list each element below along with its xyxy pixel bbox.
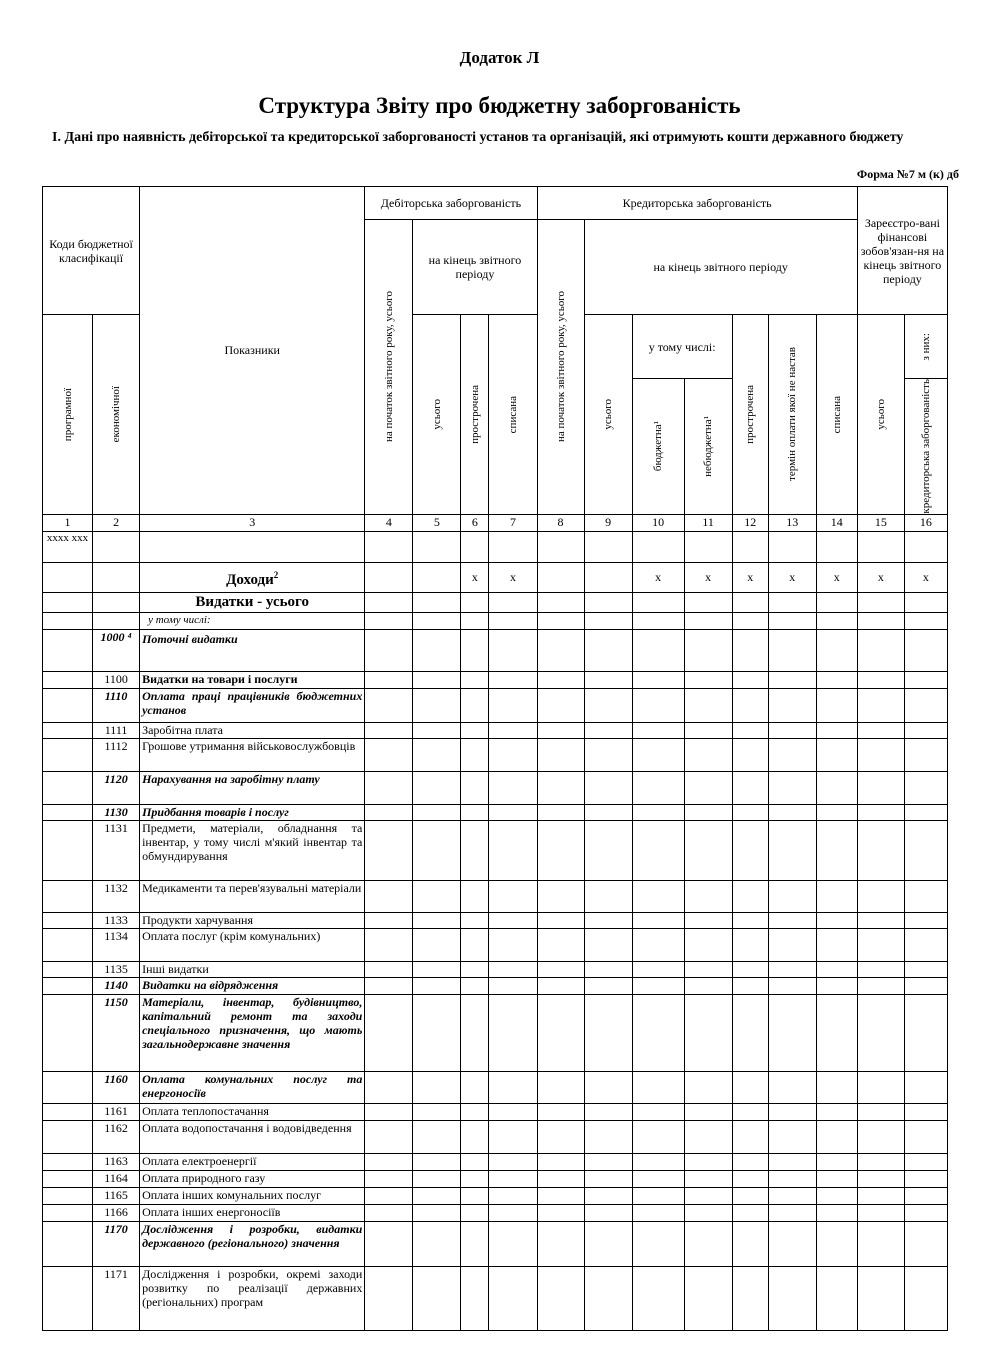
indicator-label: Поточні видатки bbox=[140, 629, 365, 671]
table-row bbox=[43, 1221, 948, 1266]
indicator-label: Матеріали, інвентар, будівництво, капітальний ремонт та заходи спеціального призначення, що мають загальнодержавне значення bbox=[140, 994, 365, 1071]
indicator-label: Оплата водопостачання і водовідведення bbox=[140, 1120, 365, 1153]
indicator-label: Придбання товарів і послуг bbox=[140, 804, 365, 820]
income-label: Доходи$^2$ bbox=[140, 562, 365, 592]
x-mark: х bbox=[461, 562, 489, 592]
economic-code: 1135 bbox=[93, 961, 140, 977]
header-payables: Кредиторська заборгованість bbox=[537, 187, 857, 220]
header-reg-total: усього bbox=[857, 315, 904, 515]
indicator-label: Видатки на відрядження bbox=[140, 977, 365, 994]
indicator-label: Оплата комунальних послуг та енергоносіїв bbox=[140, 1071, 365, 1103]
indicator-label: Оплата праці працівників бюджетних установ bbox=[140, 688, 365, 722]
indicator-label: Продукти харчування bbox=[140, 912, 365, 928]
indicator-label: Оплата послуг (крім комунальних) bbox=[140, 928, 365, 961]
economic-code: 1164 bbox=[93, 1170, 140, 1187]
economic-code: 1161 bbox=[93, 1103, 140, 1120]
header-budget: бюджетна¹ bbox=[632, 379, 684, 515]
column-number: 14 bbox=[816, 514, 857, 531]
indicator-label: Дослідження і розробки, видатки державного (регіонального) значення bbox=[140, 1221, 365, 1266]
economic-code: 1170 bbox=[93, 1221, 140, 1266]
economic-code: 1165 bbox=[93, 1187, 140, 1204]
table-row bbox=[43, 1187, 948, 1204]
x-mark: х bbox=[489, 562, 537, 592]
x-mark: х bbox=[684, 562, 732, 592]
table-row bbox=[43, 629, 948, 671]
header-pay-end: на кінець звітного періоду bbox=[584, 220, 857, 315]
table-row bbox=[43, 977, 948, 994]
economic-code: 1130 bbox=[93, 804, 140, 820]
indicator-label: Заробітна плата bbox=[140, 722, 365, 738]
section-heading: І. Дані про наявність дебіторської та кредиторської заборгованості установ та організацій, які отримують кошти державного бюджету bbox=[52, 130, 904, 145]
economic-code: 1140 bbox=[93, 977, 140, 994]
economic-code: 1133 bbox=[93, 912, 140, 928]
xxxx-cell: хххх ххх bbox=[43, 531, 93, 562]
header-pay-overdue: прострочена bbox=[732, 315, 768, 515]
table-row bbox=[43, 820, 948, 880]
header-indicators: Показники bbox=[140, 187, 365, 515]
indicator-label: Грошове утримання військовослужбовців bbox=[140, 738, 365, 771]
indicator-label: Оплата теплопостачання bbox=[140, 1103, 365, 1120]
column-number: 13 bbox=[768, 514, 816, 531]
column-number: 9 bbox=[584, 514, 632, 531]
table-row bbox=[43, 738, 948, 771]
x-mark: х bbox=[857, 562, 904, 592]
economic-code: 1134 bbox=[93, 928, 140, 961]
economic-code: 1163 bbox=[93, 1153, 140, 1170]
economic-code: 1162 bbox=[93, 1120, 140, 1153]
column-number: 2 bbox=[93, 514, 140, 531]
table-row bbox=[43, 994, 948, 1071]
header-program: програмної bbox=[43, 315, 93, 515]
economic-code: 1150 bbox=[93, 994, 140, 1071]
header-pay-deadline: термін оплати якої не настав bbox=[768, 315, 816, 515]
economic-code: 1166 bbox=[93, 1204, 140, 1221]
economic-code: 1131 bbox=[93, 820, 140, 880]
form-number: Форма №7 м (к) дб bbox=[856, 167, 959, 181]
x-mark: х bbox=[768, 562, 816, 592]
header-rec-written-off: списана bbox=[489, 315, 537, 515]
column-number: 10 bbox=[632, 514, 684, 531]
x-mark: х bbox=[816, 562, 857, 592]
table-row bbox=[43, 1266, 948, 1330]
header-registered: Зареєстро-вані фінансові зобов'язан-ня на кінець звітного періоду bbox=[857, 187, 947, 315]
header-rec-start: на початок звітного року, усього bbox=[365, 220, 413, 515]
column-number: 16 bbox=[904, 514, 947, 531]
appendix-label: Додаток Л bbox=[459, 48, 540, 67]
table-row bbox=[43, 880, 948, 912]
indicator-label: Дослідження і розробки, окремі заходи розвитку по реалізації державних (регіональних) програм bbox=[140, 1266, 365, 1330]
table-row bbox=[43, 1120, 948, 1153]
table-row bbox=[43, 804, 948, 820]
economic-code: 1110 bbox=[93, 688, 140, 722]
column-number: 3 bbox=[140, 514, 365, 531]
header-of-them: з них: bbox=[904, 315, 947, 379]
header-pay-total: усього bbox=[584, 315, 632, 515]
table-row bbox=[43, 531, 948, 562]
header-pay-start: на початок звітного року, усього bbox=[537, 220, 584, 515]
column-number: 15 bbox=[857, 514, 904, 531]
table-row bbox=[43, 1170, 948, 1187]
column-number: 11 bbox=[684, 514, 732, 531]
table-row bbox=[43, 928, 948, 961]
table-row bbox=[43, 1204, 948, 1221]
indicator-label: Оплата електроенергії bbox=[140, 1153, 365, 1170]
economic-code: 1100 bbox=[93, 671, 140, 688]
economic-code: 1120 bbox=[93, 771, 140, 804]
indicator-label: Оплата природного газу bbox=[140, 1170, 365, 1187]
economic-code: 1000 ⁴ bbox=[93, 629, 140, 671]
table-row bbox=[43, 912, 948, 928]
economic-code: 1171 bbox=[93, 1266, 140, 1330]
table-row bbox=[43, 1153, 948, 1170]
economic-code: 1112 bbox=[93, 738, 140, 771]
expenses-total-row bbox=[43, 592, 948, 612]
indicator-label: Видатки на товари і послуги bbox=[140, 671, 365, 688]
indicator-label: Інші видатки bbox=[140, 961, 365, 977]
page-title: Структура Звіту про бюджетну заборгованість bbox=[258, 93, 741, 118]
column-number: 1 bbox=[43, 514, 93, 531]
x-mark: х bbox=[732, 562, 768, 592]
header-including: у тому числі: bbox=[632, 315, 732, 379]
including-label: у тому числі: bbox=[140, 612, 365, 629]
indicator-label: Медикаменти та перев'язувальні матеріали bbox=[140, 880, 365, 912]
header-codes: Коди бюджетної класифікації bbox=[43, 187, 140, 315]
economic-code: 1160 bbox=[93, 1071, 140, 1103]
economic-code: 1111 bbox=[93, 722, 140, 738]
header-reg-payables: кредиторська заборгованість bbox=[904, 379, 947, 515]
table-row bbox=[43, 1071, 948, 1103]
income-row bbox=[43, 562, 948, 592]
economic-code: 1132 bbox=[93, 880, 140, 912]
header-rec-end: на кінець звітного періоду bbox=[413, 220, 537, 315]
x-mark: х bbox=[632, 562, 684, 592]
column-number: 4 bbox=[365, 514, 413, 531]
indicator-label: Нарахування на заробітну плату bbox=[140, 771, 365, 804]
table-row bbox=[43, 722, 948, 738]
table-row bbox=[43, 771, 948, 804]
expenses-total-label: Видатки - усього bbox=[140, 592, 365, 612]
header-pay-written-off: списана bbox=[816, 315, 857, 515]
column-number: 6 bbox=[461, 514, 489, 531]
report-table bbox=[42, 186, 948, 1331]
column-number: 8 bbox=[537, 514, 584, 531]
header-rec-overdue: прострочена bbox=[461, 315, 489, 515]
column-number: 12 bbox=[732, 514, 768, 531]
header-nonbudget: небюджетна¹ bbox=[684, 379, 732, 515]
header-receivables: Дебіторська заборгованість bbox=[365, 187, 537, 220]
column-number-row bbox=[43, 514, 948, 531]
x-mark: х bbox=[904, 562, 947, 592]
column-number: 7 bbox=[489, 514, 537, 531]
indicator-label: Оплата інших енергоносіїв bbox=[140, 1204, 365, 1221]
header-economic: економічної bbox=[93, 315, 140, 515]
header-rec-total: усього bbox=[413, 315, 461, 515]
table-row bbox=[43, 961, 948, 977]
table-row bbox=[43, 1103, 948, 1120]
including-row bbox=[43, 612, 948, 629]
indicator-label: Оплата інших комунальних послуг bbox=[140, 1187, 365, 1204]
indicator-label: Предмети, матеріали, обладнання та інвентар, у тому числі м'який інвентар та обмундирування bbox=[140, 820, 365, 880]
table-row bbox=[43, 671, 948, 688]
column-number: 5 bbox=[413, 514, 461, 531]
table-row bbox=[43, 688, 948, 722]
